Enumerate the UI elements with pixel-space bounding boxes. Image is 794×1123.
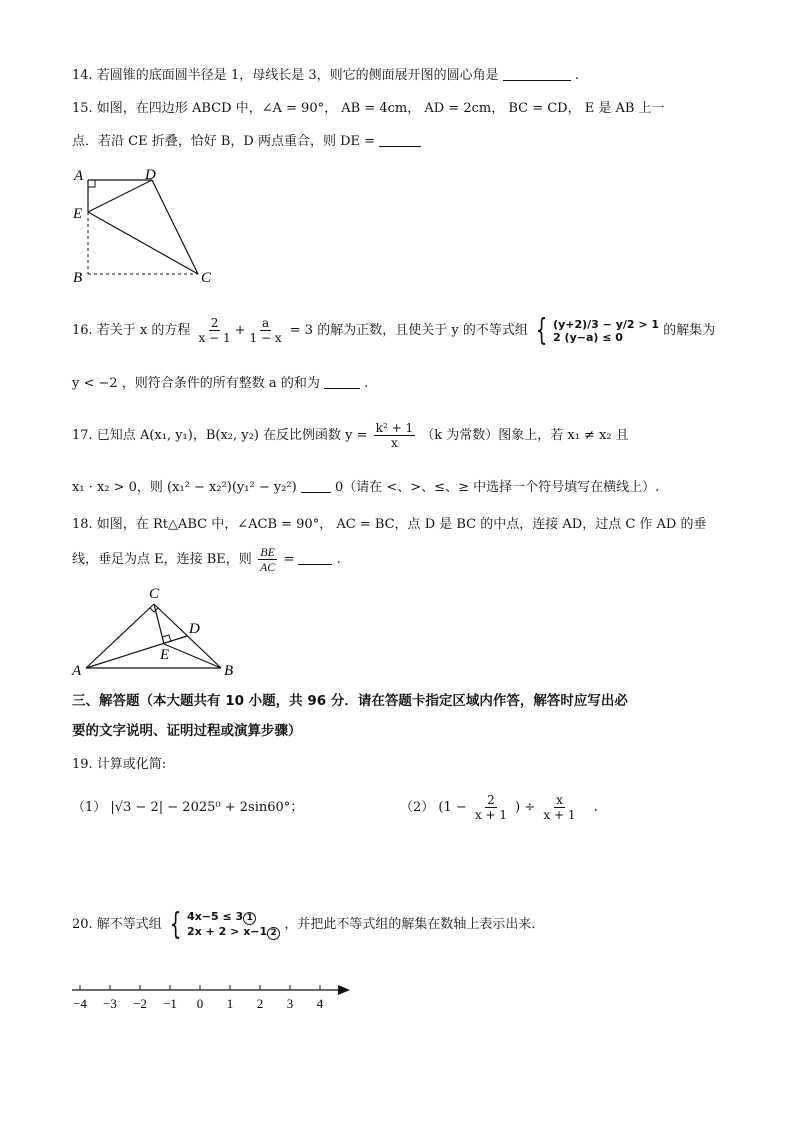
number-line-tick-label: −1 — [163, 996, 177, 1011]
q19-part2-open: (1 − — [438, 800, 467, 815]
q16-frac2: $\frac{a}{1 - x}$ — [249, 316, 282, 345]
number-line-tick-label: −2 — [133, 996, 147, 1011]
q15-line1 — [72, 100, 665, 118]
figure-q18 — [66, 582, 246, 682]
figure-q15 — [66, 160, 226, 290]
q18-line1 — [72, 516, 706, 534]
q16-end: . — [364, 376, 369, 391]
q16-sys-row2: 2 (y−a) ≤ 0 — [553, 330, 623, 344]
q16-eq-text: = 3 的解为正数，且使关于 y 的不等式组 — [289, 323, 528, 338]
q19-part2-label: （2） — [400, 800, 435, 815]
q16-sys-row1: (y+2)/3 − y/2 > 1 — [553, 317, 660, 331]
q16-prefix: 16. 若关于 x 的方程 — [72, 323, 191, 338]
q16-suffix: 的解集为 — [663, 323, 716, 338]
q16-inequality-system: { (y+2)/3 − y/2 > 1 2 (y−a) ≤ 0 — [535, 312, 660, 348]
q19-part2-frac2: $\frac{x}{x + 1}$ — [543, 793, 576, 822]
number-line-tick-label: −4 — [73, 996, 87, 1011]
q16-line2 — [72, 374, 368, 393]
q18-text-1: 18. 如图，在 Rt△ABC 中，∠ACB = 90°， AC = BC，点 D 是 BC 的中点，连接 AD，过点 C 作 AD 的垂 — [72, 517, 707, 532]
fig15-label-e: E — [73, 206, 83, 222]
q20-mark-1: 1 — [243, 912, 256, 925]
q20-line — [72, 908, 544, 942]
q14-answer-blank[interactable] — [503, 66, 571, 81]
q20-suffix: ，并把此不等式组的解集在数轴上表示出来． — [284, 917, 545, 932]
q15-line2 — [72, 132, 421, 151]
q19-title: 19. 计算或化简: — [72, 757, 167, 772]
fig15-label-c: C — [201, 270, 212, 286]
q19-part2 — [400, 790, 598, 826]
q18-prefix: 线，垂足为点 E，连接 BE，则 — [72, 552, 252, 567]
fig15-label-a: A — [74, 168, 84, 184]
q17-answer-blank[interactable] — [301, 478, 331, 493]
q19-part2-end: . — [593, 800, 598, 815]
q15-text-2: 点．若沿 CE 折叠，恰好 B，D 两点重合，则 DE = — [72, 134, 376, 149]
q18-end: . — [336, 552, 341, 567]
number-line-tick-label: 3 — [286, 996, 294, 1011]
q14-end: . — [574, 68, 580, 83]
q16-answer-blank[interactable] — [324, 374, 360, 389]
q14-text: 14. 若圆锥的底面圆半径是 1，母线长是 3，则它的侧面展开图的圆心角是 — [72, 68, 499, 83]
q19-part2-frac1: $\frac{2}{x + 1}$ — [474, 793, 508, 822]
number-line-tick-label: 1 — [226, 996, 234, 1011]
q20-mark-2: 2 — [267, 927, 280, 940]
number-line-tick-label: 2 — [256, 996, 264, 1011]
fig15-label-b: B — [73, 270, 83, 286]
number-line — [66, 980, 366, 1020]
q17-frac: $\frac{\text{k² + 1}}{x}$ — [375, 421, 414, 450]
section3-heading-line2: 要的文字说明、证明过程或演算步骤） — [72, 723, 302, 739]
q16-frac1: $\frac{2}{x - 1}$ — [198, 316, 231, 345]
q19-part1: （1） |√3 − 2| − 2025⁰ + 2sin60°； — [72, 800, 304, 815]
q14-line — [72, 66, 579, 85]
fig15-label-d: D — [145, 167, 156, 183]
number-line-tick-label: −3 — [103, 996, 117, 1011]
q19-part2-close: ) ÷ — [515, 800, 536, 815]
q17-suffix: （k 为常数）图象上，若 x₁ ≠ x₂ 且 — [421, 428, 629, 443]
fig18-label-b: B — [224, 663, 234, 679]
q18-frac: $\frac{BE}{AC}$ — [259, 545, 276, 574]
section3-heading-line1: 三、解答题（本大题共有 10 小题，共 96 分．请在答题卡指定区域内作答，解答时应写出必 — [72, 693, 628, 709]
q17-text-2b: 0（请在 <、>、≤、≥ 中选择一个符号填写在横线上）. — [334, 480, 660, 495]
fig18-label-e: E — [160, 647, 170, 663]
fig18-label-d: D — [189, 621, 200, 637]
q16-line1 — [72, 313, 715, 349]
q17-line2 — [72, 478, 659, 497]
q20-row2: 2x + 2 > x−1 — [187, 924, 268, 938]
q15-answer-blank[interactable] — [379, 132, 421, 147]
q17-text-2a: x₁ · x₂ > 0，则 (x₁² − x₂²)(y₁² − y₂²) — [72, 480, 297, 495]
q16-text-2: y < −2 ，则符合条件的所有整数 a 的和为 — [72, 376, 320, 391]
q17-line1 — [72, 418, 629, 454]
fig18-label-c: C — [149, 586, 160, 602]
q16-plus: + — [234, 323, 246, 338]
number-line-tick-label: 4 — [316, 996, 324, 1011]
q20-row1: 4x−5 ≤ 3 — [187, 909, 244, 923]
q17-prefix: 17. 已知点 A(x₁, y₁)，B(x₂, y₂) 在反比例函数 y = — [72, 428, 368, 443]
number-line-arrow — [338, 985, 350, 995]
q20-inequality-system: { 4x−5 ≤ 3 1 2x + 2 > x−1 2 — [166, 910, 280, 940]
number-line-tick-label: 0 — [196, 996, 204, 1011]
q15-text-1: 15. 如图，在四边形 ABCD 中，∠A = 90°， AB = 4cm， AD = 2cm， BC = CD， E 是 AB 上一 — [72, 101, 665, 116]
q18-line2 — [72, 542, 341, 578]
q18-eq: = — [283, 552, 295, 567]
q20-prefix: 20. 解不等式组 — [72, 917, 162, 932]
q18-answer-blank[interactable] — [298, 550, 332, 565]
fig18-label-a: A — [72, 663, 82, 679]
